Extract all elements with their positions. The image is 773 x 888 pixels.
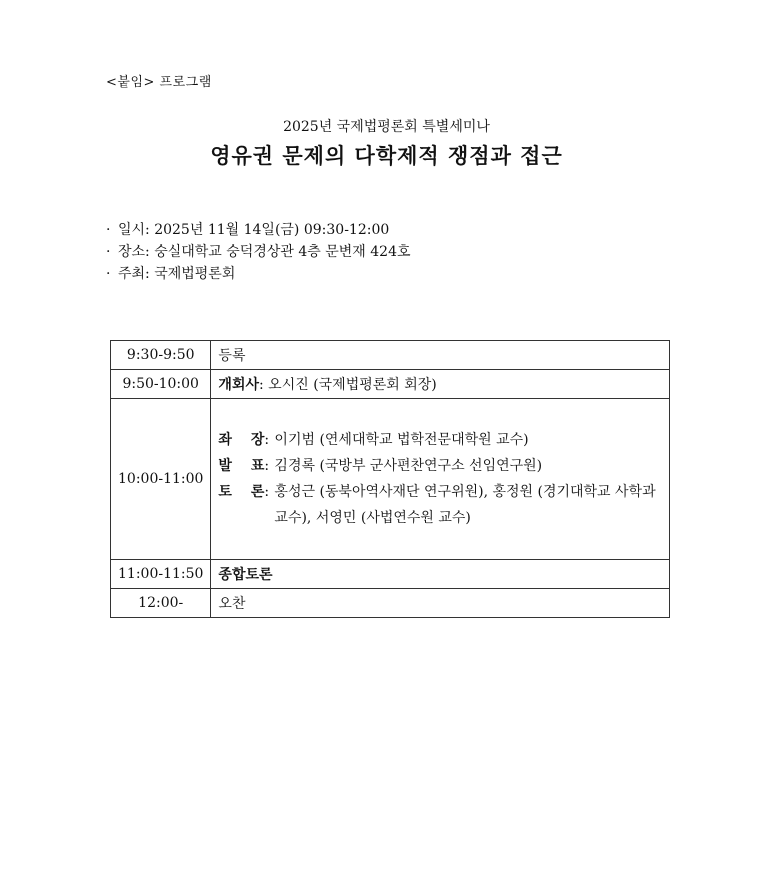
event-host-text: 주최: 국제법평론회	[118, 266, 236, 282]
program-time: 9:50-10:00	[111, 370, 211, 399]
opening-label: 개회사	[218, 377, 259, 393]
program-row-registration	[111, 341, 670, 370]
event-venue-text: 장소: 숭실대학교 숭덕경상관 4층 문변재 424호	[118, 244, 411, 260]
program-row-session	[111, 399, 670, 560]
event-host-item	[106, 264, 411, 286]
program-row-lunch	[111, 589, 670, 618]
attachment-label: <붙임> 프로그램	[106, 75, 212, 90]
bullet-mark: ·	[106, 222, 111, 238]
chair-role: 좌 장	[218, 432, 265, 448]
presenter-role: 발 표	[218, 458, 265, 474]
opening-speaker: : 오시진 (국제법평론회 회장)	[259, 377, 437, 393]
program-content	[211, 370, 670, 399]
discussant-role: 토 론	[218, 484, 265, 500]
program-time: 10:00-11:00	[111, 399, 211, 560]
presenter-name: 김경록 (국방부 군사편찬연구소 선임연구원)	[274, 458, 543, 474]
program-row-discussion	[111, 560, 670, 589]
bullet-mark: ·	[106, 244, 111, 260]
program-time: 12:00-	[111, 589, 211, 618]
event-venue-item	[106, 242, 411, 264]
program-content: 종합토론	[211, 560, 670, 589]
event-info-list	[106, 220, 411, 286]
program-row-opening	[111, 370, 670, 399]
program-time: 11:00-11:50	[111, 560, 211, 589]
program-content: 등록	[211, 341, 670, 370]
bullet-mark: ·	[106, 266, 111, 282]
event-date-item	[106, 220, 411, 242]
program-content: 오찬	[211, 589, 670, 618]
chair-name: 이기범 (연세대학교 법학전문대학원 교수)	[274, 432, 529, 448]
program-time: 9:30-9:50	[111, 341, 211, 370]
event-date-text: 일시: 2025년 11월 14일(금) 09:30-12:00	[118, 222, 390, 238]
seminar-subtitle: 2025년 국제법평론회 특별세미나	[283, 119, 490, 135]
discussant-line: 토 론 : 홍성근 (동북아역사재단 연구위원), 홍정원 (경기대학교 사학과 교수), 서영민 (사법연수원 교수)	[218, 479, 662, 531]
program-table	[110, 340, 670, 618]
presenter-line: 발 표 : 김경록 (국방부 군사편찬연구소 선임연구원)	[218, 453, 662, 479]
chair-line: 좌 장 : 이기범 (연세대학교 법학전문대학원 교수)	[218, 427, 662, 453]
program-content	[211, 399, 670, 560]
seminar-title: 영유권 문제의 다학제적 쟁점과 접근	[210, 143, 563, 168]
discussant-names: 홍성근 (동북아역사재단 연구위원), 홍정원 (경기대학교 사학과 교수), 서영민 (사법연수원 교수)	[274, 484, 656, 526]
